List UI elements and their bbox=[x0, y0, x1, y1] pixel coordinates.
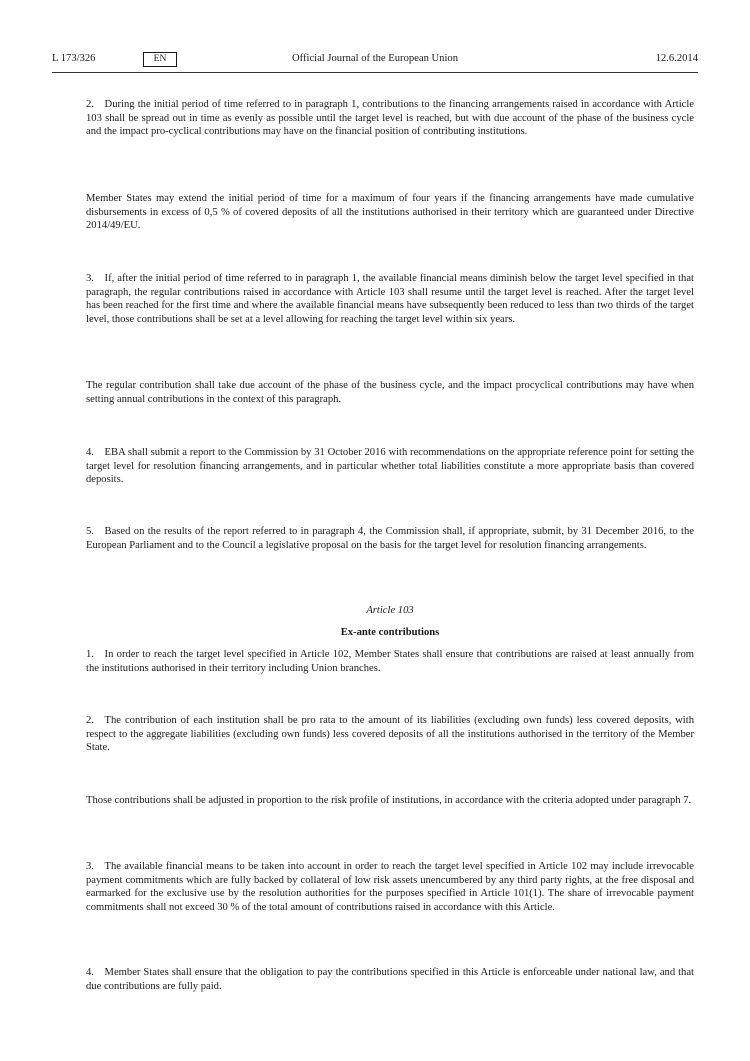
article-number: Article 103 bbox=[366, 605, 414, 616]
paragraph-2-initial-period: 2. During the initial period of time referred to in paragraph 1, contributions to the financing arrangements raised in accordance with Article 103 shall be spread out in time as evenly as possible until the target level is reached, but with due account of the phase of the business cycle and the impact pro-cyclical contributions may have on the financial position of contributing institutions. bbox=[86, 99, 694, 138]
header-divider bbox=[52, 72, 698, 73]
journal-title: Official Journal of the European Union bbox=[291, 53, 459, 64]
paragraph-risk-adjustment: Those contributions shall be adjusted in proportion to the risk profile of institutions, in accordance with the criteria adopted under paragraph 7. bbox=[86, 795, 692, 806]
paragraph-4-eba-report: 4. EBA shall submit a report to the Commission by 31 October 2016 with recommendations on the appropriate reference point for setting the target level for resolution financing arrangements, and in particular whether total liabilities constitute a more appropriate basis than covered deposits. bbox=[86, 447, 694, 486]
paragraph-5-commission-proposal: 5. Based on the results of the report referred to in paragraph 4, the Commission shall, if appropriate, submit, by 31 December 2016, to the European Parliament and to the Council a legislative proposal on the basis for the target level for resolution financing arrangements. bbox=[86, 526, 694, 551]
article-103-paragraph-1: 1. In order to reach the target level specified in Article 102, Member States shall ensure that contributions are raised at least annually from the institutions authorised in their territory including Union branches. bbox=[86, 649, 694, 674]
article-103-paragraph-2: 2. The contribution of each institution shall be pro rata to the amount of its liabilities (excluding own funds) less covered deposits, with respect to the aggregate liabilities (excluding own funds) less covered deposits of all the institutions authorised in the territory of the Member State. bbox=[86, 715, 694, 754]
article-103-paragraph-4: 4. Member States shall ensure that the obligation to pay the contributions specified in this Article is enforceable under national law, and that due contributions are fully paid. bbox=[86, 967, 694, 992]
page-header bbox=[52, 53, 698, 69]
paragraph-3-resume-contributions: 3. If, after the initial period of time referred to in paragraph 1, the available financial means diminish below the target level specified in that paragraph, the regular contributions raised in accordance with Article 103 shall resume until the target level is reached. After the target level has been reached for the first time and where the available financial means have subsequently been reduced to less than two thirds of the target level, those contributions shall be set at a level allowing for reaching the target level within six years. bbox=[86, 273, 694, 325]
journal-reference: L 173/326 bbox=[52, 53, 96, 64]
language-badge: EN bbox=[143, 52, 177, 67]
paragraph-extension: Member States may extend the initial period of time for a maximum of four years if the financing arrangements have made cumulative disbursements in excess of 0,5 % of covered deposits of all the institutions authorised in their territory which are guaranteed under Directive 2014/49/EU. bbox=[86, 193, 694, 232]
publication-date: 12.6.2014 bbox=[655, 53, 698, 64]
article-title: Ex-ante contributions bbox=[340, 627, 440, 638]
paragraph-regular-contribution: The regular contribution shall take due account of the phase of the business cycle, and the impact procyclical contributions may have when setting annual contributions in the context of this paragraph. bbox=[86, 380, 694, 405]
article-103-paragraph-3: 3. The available financial means to be taken into account in order to reach the target level specified in Article 102 may include irrevocable payment commitments which are fully backed by collateral of low risk assets unencumbered by any third party rights, at the free disposal and earmarked for the exclusive use by the resolution authorities for the purposes specified in Article 101(1). The share of irrevocable payment commitments shall not exceed 30 % of the total amount of contributions raised in accordance with this Article. bbox=[86, 861, 694, 913]
